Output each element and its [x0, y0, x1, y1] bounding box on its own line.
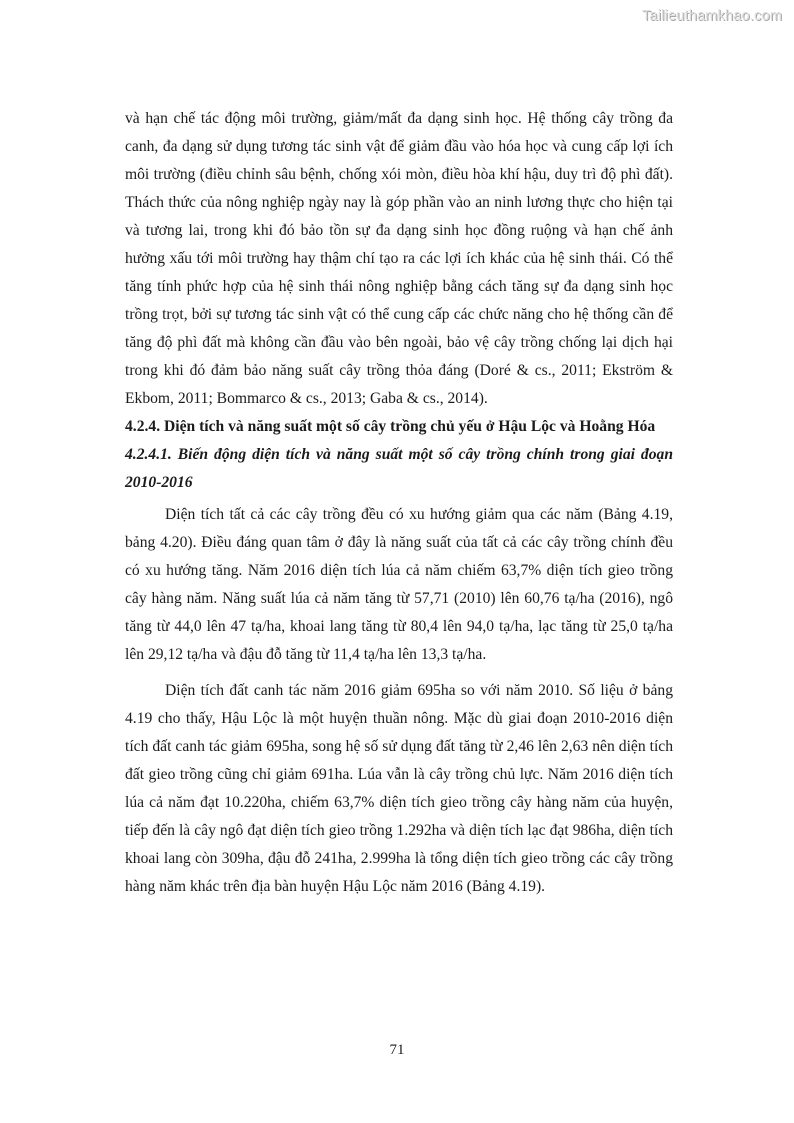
subsection-heading: 4.2.4.1. Biến động diện tích và năng suất một số cây trồng chính trong giai đoạn 2010-2016	[125, 446, 673, 491]
section-heading: 4.2.4. Diện tích và năng suất một số cây trồng chủ yếu ở Hậu Lộc và Hoằng Hóa	[125, 418, 656, 435]
body-paragraph-3: Diện tích đất canh tác năm 2016 giảm 695ha so với năm 2010. Số liệu ở bảng 4.19 cho thấy, Hậu Lộc là một huyện thuần nông. Mặc dù giai đoạn 2010-2016 diện tích đất canh tác giảm 695ha, song hệ số sử dụng đất tăng từ 2,46 lên 2,63 nên diện tích đất gieo trồng cũng chỉ giảm 691ha. Lúa vẫn là cây trồng chủ lực. Năm 2016 diện tích lúa cả năm đạt 10.220ha, chiếm 63,7% diện tích gieo trồng cây hàng năm của huyện, tiếp đến là cây ngô đạt diện tích gieo trồng 1.292ha và diện tích lạc đạt 986ha, diện tích khoai lang còn 309ha, đậu đỗ 241ha, 2.999ha là tổng diện tích gieo trồng các cây trồng hàng năm khác trên địa bàn huyện Hậu Lộc năm 2016 (Bảng 4.19).	[125, 682, 673, 895]
body-paragraph-1: và hạn chế tác động môi trường, giảm/mất đa dạng sinh học. Hệ thống cây trồng đa canh, đa dạng sử dụng tương tác sinh vật để giảm đầu vào hóa học và cung cấp lợi ích môi trường (điều chỉnh sâu bệnh, chống xói mòn, điều hòa khí hậu, duy trì độ phì đất). Thách thức của nông nghiệp ngày nay là góp phần vào an ninh lương thực cho hiện tại và tương lai, trong khi đó bảo tồn sự đa dạng sinh học đồng ruộng và hạn chế ảnh hưởng xấu tới môi trường hay thậm chí tạo ra các lợi ích khác của hệ sinh thái. Có thể tăng tính phức hợp của hệ sinh thái nông nghiệp bằng cách tăng sự đa dạng sinh học trồng trọt, bởi sự tương tác sinh vật có thể cung cấp các chức năng cho hệ thống cần để tăng độ phì đất mà không cần đầu vào bên ngoài, bảo vệ cây trồng chống lại dịch hại trong khi đó đảm bảo năng suất cây trồng thỏa đáng (Doré & cs., 2011; Ekström & Ekbom, 2011; Bommarco & cs., 2013; Gaba & cs., 2014).	[125, 110, 673, 407]
body-paragraph-2: Diện tích tất cả các cây trồng đều có xu hướng giảm qua các năm (Bảng 4.19, bảng 4.20). Điều đáng quan tâm ở đây là năng suất của tất cả các cây trồng chính đều có xu hướng tăng. Năm 2016 diện tích lúa cả năm chiếm 63,7% diện tích gieo trồng cây hàng năm. Năng suất lúa cả năm tăng từ 57,71 (2010) lên 60,76 tạ/ha (2016), ngô tăng từ 44,0 lên 47 tạ/ha, khoai lang tăng từ 80,4 lên 94,0 tạ/ha, lạc tăng từ 25,0 tạ/ha lên 29,12 tạ/ha và đậu đỗ tăng từ 11,4 tạ/ha lên 13,3 tạ/ha.	[125, 506, 673, 663]
page-body	[125, 105, 673, 901]
watermark-text: Tailieuthamkhao.com	[641, 8, 782, 24]
page-number: 71	[389, 1042, 405, 1058]
